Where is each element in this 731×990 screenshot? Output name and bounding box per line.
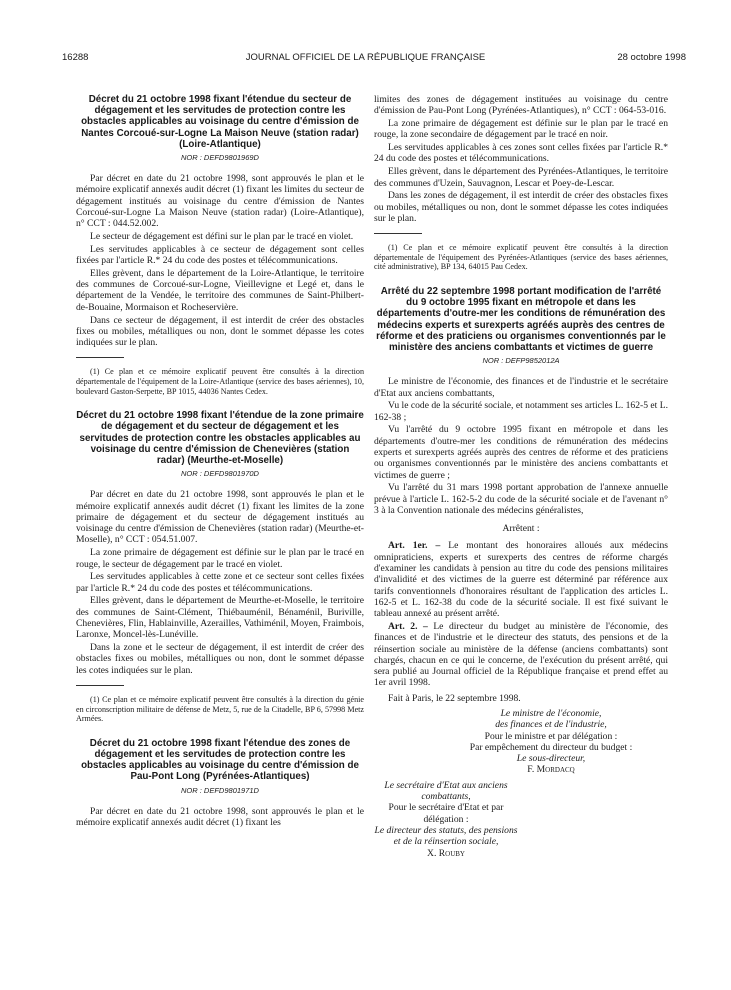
article-2-text: Le directeur du budget au ministère de l'économie, des finances et de l'industrie et le directeur des statuts, des pensions et de la réinsertion sociale au ministère de la défense (anciens combattants) sont chargés, chacun en ce qui le concerne, de l'exécution du présent arrêté, qui sera publié au Journal officiel de la République française et prend effet au 1er avril 1998. — [374, 620, 668, 689]
decree-1-paragraph: Dans ce secteur de dégagement, il est interdit de créer des obstacles fixes ou mobiles, métalliques ou non, dont le sommet dépasse les cotes indiquées sur le plan. — [76, 314, 364, 349]
decree-3 — [76, 738, 364, 828]
decree-3-nor: NOR : DEFD9801971D — [181, 785, 259, 795]
decree-1-footnote: (1) Ce plan et ce mémoire explicatif peuvent être consultés à la direction départementale de l'équipement de la Loire-Atlantique (service des bases aériennes), 10, boulevard Gaston-Serpette, BP 1015, 44036 Nantes Cedex. — [76, 367, 364, 396]
arrete-preamble: Le ministre de l'économie, des finances et de l'industrie et le secrétaire d'Etat aux anciens combattants, — [374, 376, 668, 399]
decree-1-paragraph: Par décret en date du 21 octobre 1998, sont approuvés le plan et le mémoire explicatif annexés audit décret (1) fixant les limites du secteur de dégagement institués au voisinage du centre d'émission de Nantes Corcoué-sur-Logne La Maison Neuve (station radar) (Loire-Atlantique), n° CCT : 044.52.002. — [76, 173, 364, 230]
decree-2-footnote: (1) Ce plan et ce mémoire explicatif peuvent être consultés à la direction du génie en circonscription militaire de défense de Metz, 5, rue de la Citadelle, BP 6, 57998 Metz Armées. — [76, 695, 364, 724]
page-number: 16288 — [62, 52, 89, 63]
signature-block-2 — [374, 780, 518, 859]
decree-2-paragraph: Les servitudes applicables à cette zone et ce secteur sont celles fixées par l'article R.* 24 du code des postes et télécommunications. — [76, 571, 364, 594]
footnote-divider — [374, 233, 422, 234]
decree-1 — [76, 94, 364, 396]
decree-1-title: Décret du 21 octobre 1998 fixant l'étendue du secteur de dégagement et les servitudes de protection contre les obstacles applicables au voisinage du centre d'émission de Nantes Corcoué-sur-Logne La Maison Neuve (station radar) (Loire-Atlantique) — [81, 94, 359, 150]
article-1 — [374, 540, 668, 619]
signature-line: et de la réinsertion sociale, — [393, 836, 499, 848]
left-column — [76, 94, 364, 830]
article-1-text: Le montant des honoraires alloués aux médecins omnipraticiens, experts et surexperts des centres de réforme chargés d'examiner les candidats à pension au titre du code des pensions militaires d'invalidité et des victimes de la guerre est déterminé par référence aux tarifs conventionnels d'honoraires résultant de l'application des articles L. 162-5 et L. 162-38 du code de la sécurité sociale. Il est fixé suivant le tableau annexé au présent arrêté. — [374, 540, 668, 620]
decree-2-paragraph: Par décret en date du 21 octobre 1998, sont approuvés le plan et le mémoire explicatif annexés audit décret (1) fixant les limites de la zone primaire de dégagement et du secteur de dégagement institués au voisinage du centre d'émission de Chenevières (station radar) (Meurthe-et-Moselle), n° CCT : 054.51.007. — [76, 489, 364, 546]
journal-title: JOURNAL OFFICIEL DE LA RÉPUBLIQUE FRANÇAISE — [245, 52, 486, 63]
decree-2 — [76, 410, 364, 724]
decree-1-paragraph: Les servitudes applicables à ce secteur de dégagement sont celles fixées par l'article R.* 24 du code des postes et télécommunications. — [76, 243, 364, 267]
signature-line: Pour le ministre et par délégation : — [484, 730, 618, 742]
decree-3-paragraph: Par décret en date du 21 octobre 1998, sont approuvés le plan et le mémoire explicatif annexés audit décret (1) fixant les — [76, 805, 364, 828]
arrete — [374, 286, 668, 859]
fait-a-paris: Fait à Paris, le 22 septembre 1998. — [388, 692, 521, 704]
signature-line: Le sous-directeur, — [516, 753, 586, 765]
decree-2-paragraph: Dans la zone et le secteur de dégagement, il est interdit de créer des obstacles fixes ou mobiles, métalliques ou non, dont le sommet dépasse les cotes indiquées sur le plan. — [76, 642, 364, 676]
article-2-label: Art. 2. – — [388, 620, 428, 632]
arrete-preamble: Vu le code de la sécurité sociale, et notamment ses articles L. 162-5 et L. 162-38 ; — [374, 400, 668, 423]
signature-line: Le secrétaire d'Etat aux anciens combattants, — [384, 779, 508, 803]
signature-line: Pour le secrétaire d'Etat et par délégation : — [388, 802, 504, 825]
decree-2-paragraph: La zone primaire de dégagement est définie sur le plan par le tracé en rouge, le secteur de dégagement par le tracé en violet. — [76, 547, 364, 570]
decree-2-paragraph: Elles grèvent, dans le département de Meurthe-et-Moselle, le territoire des communes de Saint-Clément, Thiébauménil, Bénaménil, Buriville, Chenevières, Flin, Hablainville, Azerailles, Vathiménil, Moyen, Fraimbois, Laronxe, Moncel-lès-Lunéville. — [76, 595, 364, 641]
signature-line: Le ministre de l'économie, — [500, 707, 602, 719]
arrete-nor: NOR : DEFP9852012A — [482, 356, 560, 366]
issue-date: 28 octobre 1998 — [617, 52, 686, 63]
signature-line: des finances et de l'industrie, — [495, 719, 607, 731]
signature-block-1 — [434, 708, 668, 776]
article-1-label: Art. 1er. – — [388, 540, 441, 552]
page-header — [0, 52, 731, 66]
footnote-divider — [76, 685, 124, 686]
signature-line: Le directeur des statuts, des pensions — [374, 824, 518, 836]
decree-3-paragraph: Les servitudes applicables à ces zones sont celles fixées par l'article R.* 24 du code des postes et télécommunications. — [374, 142, 668, 165]
decree-3-paragraph: La zone primaire de dégagement est définie sur le plan par le tracé en rouge, la zone secondaire de dégagement par le tracé en noir. — [374, 118, 668, 141]
decree-3-paragraph: Elles grèvent, dans le département des Pyrénées-Atlantiques, le territoire des communes d'Uzein, Sauvagnon, Lescar et Poey-de-Lescar. — [374, 166, 668, 189]
signatory-name: F. Mordacq — [527, 764, 575, 776]
signature-line: Par empêchement du directeur du budget : — [469, 741, 633, 753]
arrete-title: Arrêté du 22 septembre 1998 portant modification de l'arrêté du 9 octobre 1995 fixant en métropole et dans les départements d'outre-mer les conditions de rémunération des médecins experts et surexperts agréés auprès des centres de réforme et des praticiens ou organismes conventionnés par le ministère des anciens combattants et victimes de guerre — [376, 286, 666, 354]
arrete-preamble: Vu l'arrêté du 9 octobre 1995 fixant en métropole et dans les départements d'outre-mer les conditions de rémunération des médecins experts et surexperts agréés auprès des centres de réforme et des praticiens ou organismes conventionnés par le ministère des anciens combattants et victimes de guerre ; — [374, 424, 668, 481]
footnote-divider — [76, 357, 124, 358]
right-column — [374, 94, 668, 859]
article-2 — [374, 621, 668, 689]
signatory-name: X. Rouby — [427, 847, 465, 859]
decree-3-paragraph: Dans les zones de dégagement, il est interdit de créer des obstacles fixes ou mobiles, métalliques ou non, dont le sommet dépasse les cotes indiquées sur le plan. — [374, 190, 668, 224]
decree-3-footnote: (1) Ce plan et ce mémoire explicatif peuvent être consultés à la direction départementale de l'équipement des Pyrénées-Atlantiques (service des bases aériennes, cité administrative), BP 134, 64015 Pau Cedex. — [374, 243, 668, 272]
decree-2-title: Décret du 21 octobre 1998 fixant l'étendue de la zone primaire de dégagement et du secteur de dégagement et les servitudes de protection contre les obstacles applicables au voisinage du centre d'émission de Chenevières (station radar) (Meurthe-et-Moselle) — [76, 410, 364, 467]
decree-3-paragraph-continued: limites des zones de dégagement instituées au voisinage du centre d'émission de Pau-Pont Long (Pyrénées-Atlantiques), n° CCT : 064-53-016. — [374, 94, 668, 117]
decree-1-nor: NOR : DEFD9801969D — [181, 153, 259, 163]
decree-3-title: Décret du 21 octobre 1998 fixant l'étendue des zones de dégagement et les servitudes de protection contre les obstacles applicables au voisinage du centre d'émission de Pau-Pont Long (Pyrénées-Atlantiques) — [81, 737, 359, 783]
decree-1-paragraph: Elles grèvent, dans le département de la Loire-Atlantique, le territoire des communes de Corcoué-sur-Logne, Vieillevigne et Legé et, dans le département de la Vendée, le territoire des communes de Saint-Philbert-de-Bouaine, Mormaison et Rocheservière. — [76, 267, 364, 313]
decree-1-paragraph: Le secteur de dégagement est défini sur le plan par le tracé en violet. — [90, 231, 354, 242]
decree-2-nor: NOR : DEFD9801970D — [181, 469, 259, 479]
arrete-preamble: Vu l'arrêté du 31 mars 1998 portant approbation de l'annexe annuelle prévue à l'article L. 162-5-2 du code de la sécurité sociale et de l'avenant n° 3 à la Convention nationale des médecins généralistes, — [374, 482, 668, 517]
arretent-heading: Arrêtent : — [502, 523, 540, 535]
